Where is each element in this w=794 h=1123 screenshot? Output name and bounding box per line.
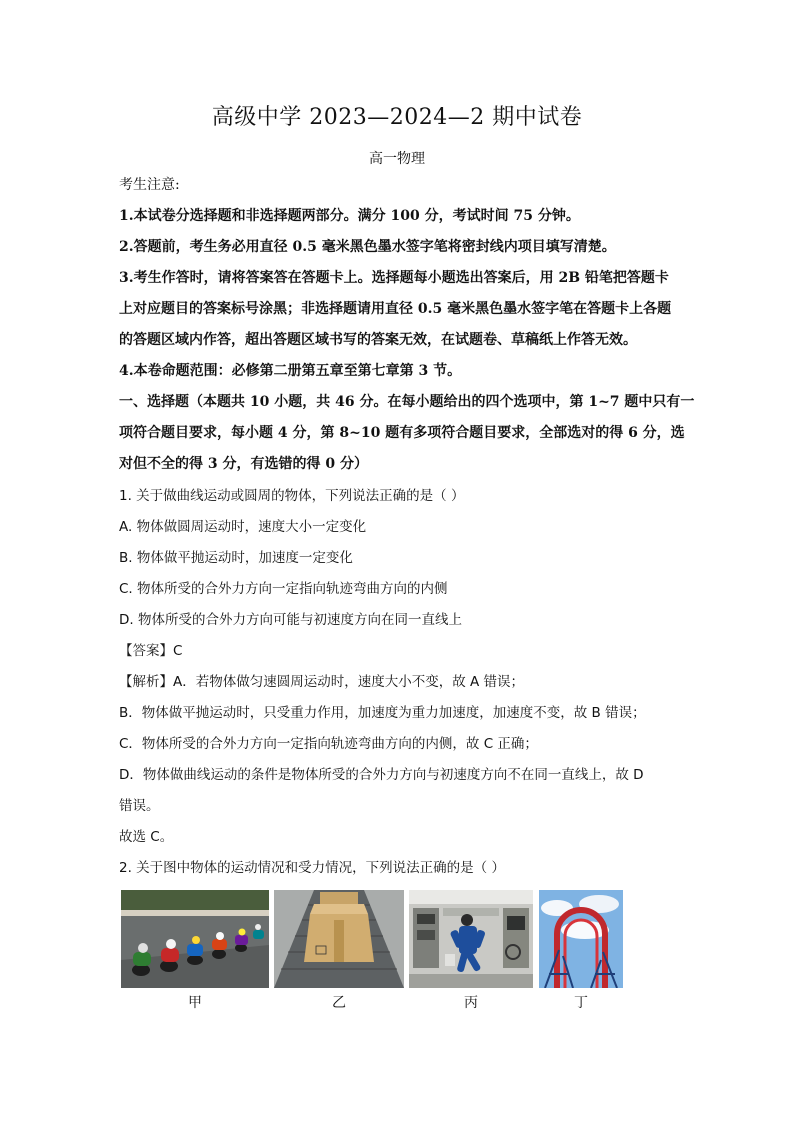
notice-item-3-line-3: 的答题区域内作答，超出答题区域书写的答案无效，在试题卷、草稿纸上作答无效。 <box>119 332 637 348</box>
question-1-option-c: C. 物体所受的合外力方向一定指向轨迹弯曲方向的内侧 <box>119 581 448 597</box>
answer-value: C <box>173 643 183 659</box>
section-1-line-1: 一、选择题（本题共 10 小题，共 46 分。在每小题给出的四个选项中，第 1~7 题中只有一 <box>119 394 695 410</box>
answer-tag: 【答案】 <box>119 643 173 659</box>
figure-caption-bing: 丙 <box>464 995 478 1011</box>
analysis-d-line-2: 错误。 <box>119 798 160 814</box>
exam-subject: 高一物理 <box>369 151 425 167</box>
figure-motorcycle-race <box>121 890 269 988</box>
figure-caption-yi: 乙 <box>332 995 346 1011</box>
analysis-d-line-1: D．物体做曲线运动的条件是物体所受的合外力方向与初速度方向不在同一直线上，故 D <box>119 767 644 783</box>
figure-caption-ding: 丁 <box>574 995 588 1011</box>
question-1-option-b: B. 物体做平抛运动时，加速度一定变化 <box>119 550 353 566</box>
question-1-option-a: A. 物体做圆周运动时，速度大小一定变化 <box>119 519 367 535</box>
question-1-analysis <box>119 667 679 698</box>
conclusion: 故选 C。 <box>119 829 174 845</box>
analysis-a: A．若物体做匀速圆周运动时，速度大小不变，故 A 错误； <box>173 674 525 690</box>
figure-conveyor-box <box>274 890 404 988</box>
notice-item-4: 4.本卷命题范围：必修第二册第五章至第七章第 3 节。 <box>119 363 462 379</box>
question-2-stem: 2. 关于图中物体的运动情况和受力情况，下列说法正确的是（ ） <box>119 860 505 876</box>
section-1-line-3: 对但不全的得 3 分，有选错的得 0 分） <box>119 456 368 472</box>
question-2-figures <box>121 890 631 1010</box>
notice-item-1: 1.本试卷分选择题和非选择题两部分。满分 100 分，考试时间 75 分钟。 <box>119 208 580 224</box>
question-1-stem: 1. 关于做曲线运动或圆周的物体，下列说法正确的是（ ） <box>119 488 465 504</box>
question-1 <box>119 481 679 884</box>
notice-section <box>119 170 695 480</box>
figure-roller-coaster <box>539 890 623 988</box>
analysis-tag: 【解析】 <box>119 674 173 690</box>
question-1-answer <box>119 636 679 667</box>
notice-item-3-line-1: 3.考生作答时，请将答案答在答题卡上。选择题每小题选出答案后，用 2B 铅笔把答题卡 <box>119 270 669 286</box>
figure-caption-jia: 甲 <box>188 995 202 1011</box>
figure-space-station <box>409 890 533 988</box>
analysis-b: B．物体做平抛运动时，只受重力作用，加速度为重力加速度，加速度不变，故 B 错误； <box>119 705 646 721</box>
notice-item-3-line-2: 上对应题目的答案标号涂黑；非选择题请用直径 0.5 毫米黑色墨水签字笔在答题卡上各题 <box>119 301 672 317</box>
notice-item-2: 2.答题前，考生务必用直径 0.5 毫米黑色墨水签字笔将密封线内项目填写清楚。 <box>119 239 616 255</box>
exam-title: 高级中学 2023—2024—2 期中试卷 <box>211 105 583 130</box>
analysis-c: C．物体所受的合外力方向一定指向轨迹弯曲方向的内侧，故 C 正确； <box>119 736 538 752</box>
notice-heading: 考生注意: <box>119 177 180 193</box>
section-1-line-2: 项符合题目要求，每小题 4 分，第 8~10 题有多项符合题目要求，全部选对的得 6 分，选 <box>119 425 685 441</box>
question-1-option-d: D. 物体所受的合外力方向可能与初速度方向在同一直线上 <box>119 612 462 628</box>
